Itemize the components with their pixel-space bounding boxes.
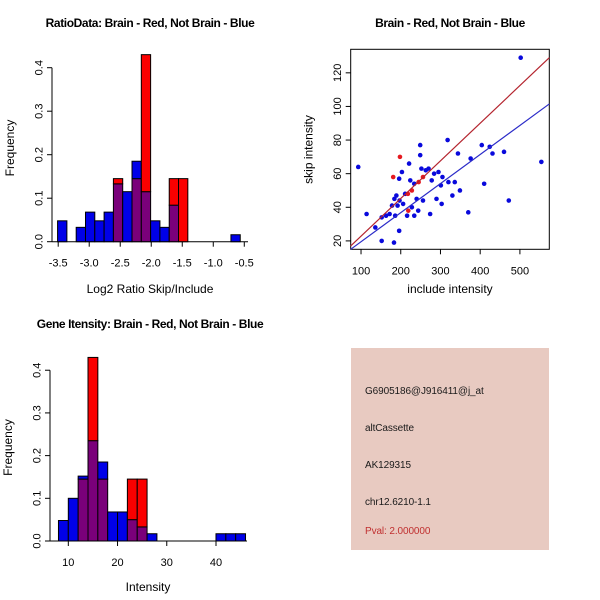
svg-text:40: 40 xyxy=(209,557,223,569)
svg-text:20: 20 xyxy=(111,557,124,569)
histogram-bar-segment xyxy=(104,212,113,242)
svg-text:100: 100 xyxy=(332,97,345,116)
histogram-bar-segment xyxy=(118,512,128,541)
scatter-point-blue xyxy=(394,193,399,198)
scatter-point-blue xyxy=(479,143,484,148)
histogram-bar-segment xyxy=(58,521,68,541)
probe-id-text: G6905186@J916411@j_at xyxy=(365,386,484,397)
histogram-bar-segment xyxy=(151,221,160,242)
histogram-bar-segment xyxy=(137,479,147,527)
scatter-point-blue xyxy=(458,188,463,193)
scatter-xlabel: include intensity xyxy=(407,282,493,296)
histogram-bar-segment xyxy=(113,184,122,242)
scatter-point-red xyxy=(398,155,403,160)
scatter-point-blue xyxy=(466,210,471,215)
svg-text:80: 80 xyxy=(332,133,345,147)
histogram-bar-segment xyxy=(179,179,188,242)
scatter-point-blue xyxy=(452,180,457,185)
scatter-ylabel: skip intensity xyxy=(301,115,316,184)
panel-intensity-histogram xyxy=(0,300,300,600)
svg-text:-2.5: -2.5 xyxy=(110,257,130,270)
panel-gene-info xyxy=(300,300,600,600)
svg-text:-1.5: -1.5 xyxy=(172,257,192,270)
svg-text:200: 200 xyxy=(391,265,410,278)
scatter-point-blue xyxy=(445,138,450,143)
histogram-bar-segment xyxy=(58,221,67,242)
histogram-bar-segment xyxy=(169,179,178,206)
ratio-histogram-plot xyxy=(34,55,254,270)
histogram-bar-segment xyxy=(88,357,98,440)
histogram-bar-segment xyxy=(127,520,137,541)
scatter-point-blue xyxy=(439,202,444,207)
scatter-point-blue xyxy=(418,143,423,148)
scatter-point-blue xyxy=(395,203,400,208)
ratio-histogram-ylabel: Frequency xyxy=(3,119,17,177)
scatter-point-blue xyxy=(436,170,441,175)
scatter-point-blue xyxy=(482,181,487,186)
scatter-point-blue xyxy=(412,213,417,218)
scatter-point-blue xyxy=(456,151,461,156)
scatter-point-blue xyxy=(392,240,397,245)
scatter-point-blue xyxy=(401,202,406,207)
svg-text:20: 20 xyxy=(332,234,345,248)
scatter-point-blue xyxy=(418,153,423,158)
scatter-point-blue xyxy=(434,197,439,202)
svg-text:0.2: 0.2 xyxy=(31,447,44,464)
svg-text:100: 100 xyxy=(351,265,371,278)
svg-text:10: 10 xyxy=(62,557,75,569)
splice-type-text: altCassette xyxy=(365,423,414,434)
histogram-bar-segment xyxy=(108,512,118,541)
histogram-bar-segment xyxy=(147,534,157,541)
ratio-histogram-xlabel: Log2 Ratio Skip/Include xyxy=(86,282,214,296)
histogram-bars xyxy=(58,357,245,541)
svg-text:120: 120 xyxy=(332,63,345,83)
scatter-point-blue xyxy=(518,55,523,60)
svg-text:-2.0: -2.0 xyxy=(141,257,161,270)
svg-text:0.0: 0.0 xyxy=(33,234,46,250)
svg-text:500: 500 xyxy=(510,265,530,278)
scatter-point-blue xyxy=(407,161,412,166)
scatter-point-blue xyxy=(400,170,405,175)
brain-fit-line xyxy=(351,58,550,246)
scatter-point-blue xyxy=(373,225,378,230)
histogram-bar-segment xyxy=(88,441,98,541)
histogram-bar-segment xyxy=(236,534,246,541)
panel-ratio-histogram xyxy=(0,0,300,300)
svg-text:300: 300 xyxy=(431,265,450,278)
svg-text:-0.5: -0.5 xyxy=(234,257,254,270)
scatter-point-blue xyxy=(539,160,544,165)
locus-text: chr12.6210-1.1 xyxy=(365,497,431,508)
scatter-chart xyxy=(300,0,600,300)
histogram-bar-segment xyxy=(68,498,78,541)
scatter-point-blue xyxy=(428,212,433,217)
scatter-point-red xyxy=(391,175,396,180)
scatter-point-blue xyxy=(397,229,402,234)
svg-text:0.1: 0.1 xyxy=(33,190,46,206)
histogram-bar-segment xyxy=(78,479,88,541)
histogram-bar-segment xyxy=(76,227,85,241)
scatter-point-blue xyxy=(502,150,507,155)
intensity-histogram-xlabel: Intensity xyxy=(125,580,171,594)
histogram-bar-segment xyxy=(113,179,122,184)
histogram-bar-segment xyxy=(98,479,108,541)
ratio-histogram-title: RatioData: Brain - Red, Not Brain - Blue xyxy=(45,16,255,30)
svg-text:400: 400 xyxy=(471,265,490,278)
histogram-bar-segment xyxy=(98,462,108,479)
histogram-bar-segment xyxy=(231,235,240,242)
scatter-point-blue xyxy=(397,176,402,181)
scatter-point-blue xyxy=(432,171,437,176)
scatter-title: Brain - Red, Not Brain - Blue xyxy=(375,16,525,30)
gene-info-panel xyxy=(351,348,549,550)
histogram-bar-segment xyxy=(132,179,141,242)
intensity-histogram-ylabel: Frequency xyxy=(1,419,15,476)
histogram-bar-segment xyxy=(226,534,236,541)
svg-text:0.4: 0.4 xyxy=(33,60,46,76)
svg-text:0.1: 0.1 xyxy=(31,490,44,506)
scatter-points xyxy=(356,55,544,244)
histogram-bar-segment xyxy=(141,55,150,192)
scatter-point-blue xyxy=(490,151,495,156)
scatter-point-blue xyxy=(416,208,421,213)
scatter-point-blue xyxy=(419,166,424,171)
histogram-bar-segment xyxy=(137,527,147,541)
svg-text:-3.5: -3.5 xyxy=(48,257,68,270)
scatter-point-blue xyxy=(450,193,455,198)
intensity-histogram-plot xyxy=(32,357,248,569)
histogram-bar-segment xyxy=(123,192,132,242)
scatter-point-blue xyxy=(356,165,361,170)
svg-text:0.2: 0.2 xyxy=(33,147,46,163)
histogram-bars xyxy=(58,55,241,242)
notbrain-fit-line xyxy=(351,104,550,249)
accession-text: AK129315 xyxy=(365,460,411,471)
intensity-histogram-title: Gene Itensity: Brain - Red, Not Brain - Blue xyxy=(36,317,264,331)
svg-text:-1.0: -1.0 xyxy=(203,257,223,270)
svg-text:-3.0: -3.0 xyxy=(79,257,99,270)
histogram-bar-segment xyxy=(141,192,150,242)
histogram-bar-segment xyxy=(127,479,137,520)
histogram-bar-segment xyxy=(216,534,226,541)
histogram-bar-segment xyxy=(160,227,169,241)
scatter-point-blue xyxy=(408,178,413,183)
svg-text:0.4: 0.4 xyxy=(31,362,44,378)
histogram-bar-segment xyxy=(132,161,141,178)
scatter-point-blue xyxy=(440,175,445,180)
svg-text:40: 40 xyxy=(332,201,345,214)
scatter-point-blue xyxy=(421,198,426,203)
svg-text:30: 30 xyxy=(160,557,173,569)
histogram-bar-segment xyxy=(85,212,94,242)
histogram-bar-segment xyxy=(95,221,104,242)
svg-text:60: 60 xyxy=(332,167,345,180)
svg-text:0.3: 0.3 xyxy=(33,103,46,119)
intensity-histogram-chart xyxy=(0,300,300,600)
scatter-point-blue xyxy=(387,212,392,217)
scatter-point-blue xyxy=(364,212,369,217)
scatter-point-blue xyxy=(405,213,410,218)
scatter-point-blue xyxy=(429,178,434,183)
scatter-plot xyxy=(332,49,549,277)
histogram-bar-segment xyxy=(169,205,178,242)
ratio-histogram-chart xyxy=(0,0,300,300)
scatter-point-blue xyxy=(379,239,384,244)
histogram-bar-segment xyxy=(78,476,88,479)
svg-text:0.0: 0.0 xyxy=(31,533,44,549)
scatter-point-blue xyxy=(506,198,511,203)
pval-text: Pval: 2.000000 xyxy=(365,526,431,537)
scatter-point-blue xyxy=(446,180,451,185)
axes xyxy=(346,49,550,254)
fit-lines xyxy=(351,58,550,250)
panel-scatter xyxy=(300,0,600,300)
svg-text:0.3: 0.3 xyxy=(31,405,44,421)
